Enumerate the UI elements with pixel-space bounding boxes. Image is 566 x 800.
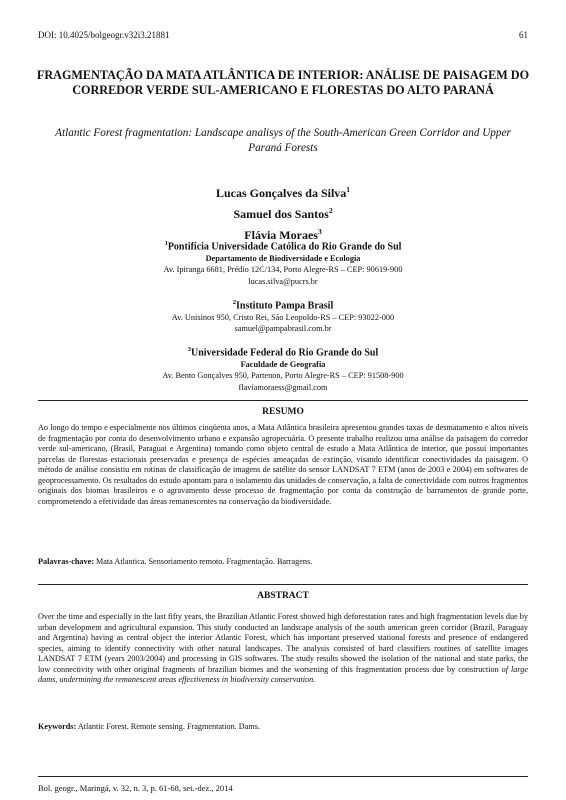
page-number: 61 [519, 30, 528, 40]
affiliation-address: Av. Unisinos 950, Cristo Rei, São Leopoldo-RS – CEP: 93022-000 [171, 312, 395, 322]
divider [38, 584, 528, 585]
author-list [0, 181, 566, 244]
resumo-heading: RESUMO [262, 407, 304, 417]
affiliation-email: samuel@pampabrasil.com.br [234, 324, 332, 334]
affiliation-email: lucas.silva@pucrs.br [248, 276, 318, 286]
keywords-value: Mata Atlantica. Sensoriamento remoto. Fragmentação. Barragens. [95, 557, 313, 566]
affiliation-org: $^1$Pontifícia Universidade Católica do Rio Grande do Sul [164, 240, 402, 253]
affiliation-dept: Faculdade de Geografia [240, 359, 326, 369]
abstract-keywords [38, 722, 528, 731]
page-footer: Bol. geogr., Maringá, v. 32, n. 3, p. 61-68, set.-dez., 2014 [38, 783, 233, 793]
affiliation-dept: Departamento de Biodiversidade e Ecologia [205, 253, 361, 263]
resumo-keywords [38, 557, 528, 566]
affiliation-org: $^2$Instituto Pampa Brasil [232, 299, 334, 312]
affiliation-1 [0, 238, 566, 287]
author-1: Lucas Gonçalves da Silva$^1$ [215, 185, 351, 200]
author-2: Samuel dos Santos$^2$ [233, 206, 333, 221]
author-3: Flávia Moraes$^3$ [244, 227, 322, 242]
title-english: Atlantic Forest fragmentation: Landscape analisys of the South-American Green Corridor and Upper Paraná Forests [55, 127, 511, 154]
affiliation-email: flaviamoraess@gmail.com [238, 382, 328, 392]
affiliation-address: Av. Bento Gonçalves 950, Partenon, Porto Alegre-RS – CEP: 91508-900 [162, 371, 404, 381]
affiliation-org: $^3$Universidade Federal do Rio Grande do Sul [187, 346, 379, 359]
abstract-text: Over the time and especially in the last fifty years, the Brazilian Atlantic Forest showed high deforestation rates and high fragmentation levels due by urban development and agricultural expansion. This study conducted an landscape analysis of the south american green corridor (Brazil, Paraguay and Argentina) having as central object the interior Atlantic Forest, which has important preserved stational forests and presence of endangered species, aiming to identify connectivity with other natural landscapes. The analysis consisted of hard classifiers routines of satellite images LANDSAT 7 ETM (years 2003/2004) and processing in GIS softwares. The study results showed the isolation of the national and state parks, the low connectivity with other original fragments of brazilian biomes and the worsening of this fragmentation process due by construction of large dams, undermining the remanescent areas effectiveness in biodiversity conservation. [38, 612, 528, 684]
doi-text: DOI: 10.4025/bolgeogr.v32i3.21881 [38, 30, 170, 40]
affiliation-3 [0, 344, 566, 393]
keywords-value: Atlantic Forest. Remote sensing. Fragmentation. Dams. [77, 722, 260, 731]
resumo-text: Ao longo do tempo e especialmente nos últimos cinqüenta anos, a Mata Atlântica brasileira apresentou grandes taxas de desmatamento e altos níveis de fragmentação por conta do desenvolvimento urbano e expansão agropecuária. O presente trabalho realizou uma análise da paisagem do corredor verde sul-americano, (Brasil, Paraguai e Argentina) tomando como objeto central de estudo a Mata Atlântica de interior, que possui importantes parcelas de florestas estacionais preservadas e presença de espécies ameaçadas de extinção, visando identificar conectividades da paisagem. O método de análise consistiu em rotinas de classificação de imagens de satélite do sensor LANDSAT 7 ETM (anos de 2003 e 2004) em softwares de geoprocessamento. Os resultados do estudo apontam para o isolamento das unidades de conservação, a falta de conectividade com outros fragmentos originais dos biomas brasileiros e o agravamento desse processo de fragmentação por conta da construção de barramentos de grande porte, comprometendo a efetividade das áreas remanescentes na conservação da biodiversidade. [38, 423, 528, 506]
keywords-label: Palavras-chave: [38, 557, 94, 566]
affiliation-2 [0, 297, 566, 335]
footer-rule [38, 776, 528, 777]
page-header [38, 30, 528, 40]
abstract-heading: ABSTRACT [257, 591, 309, 601]
keywords-label: Keywords: [38, 722, 77, 731]
title-portuguese: FRAGMENTAÇÃO DA MATA ATLÂNTICA DE INTERIOR: ANÁLISE DE PAISAGEM DO CORREDOR VERDE SUL-AMERICANO E FLORESTAS DO ALTO PARANÁ [36, 68, 530, 97]
divider [38, 400, 528, 401]
affiliation-address: Av. Ipiranga 6681, Prédio 12C/134, Porto Alegre-RS – CEP: 90619-900 [163, 265, 403, 275]
